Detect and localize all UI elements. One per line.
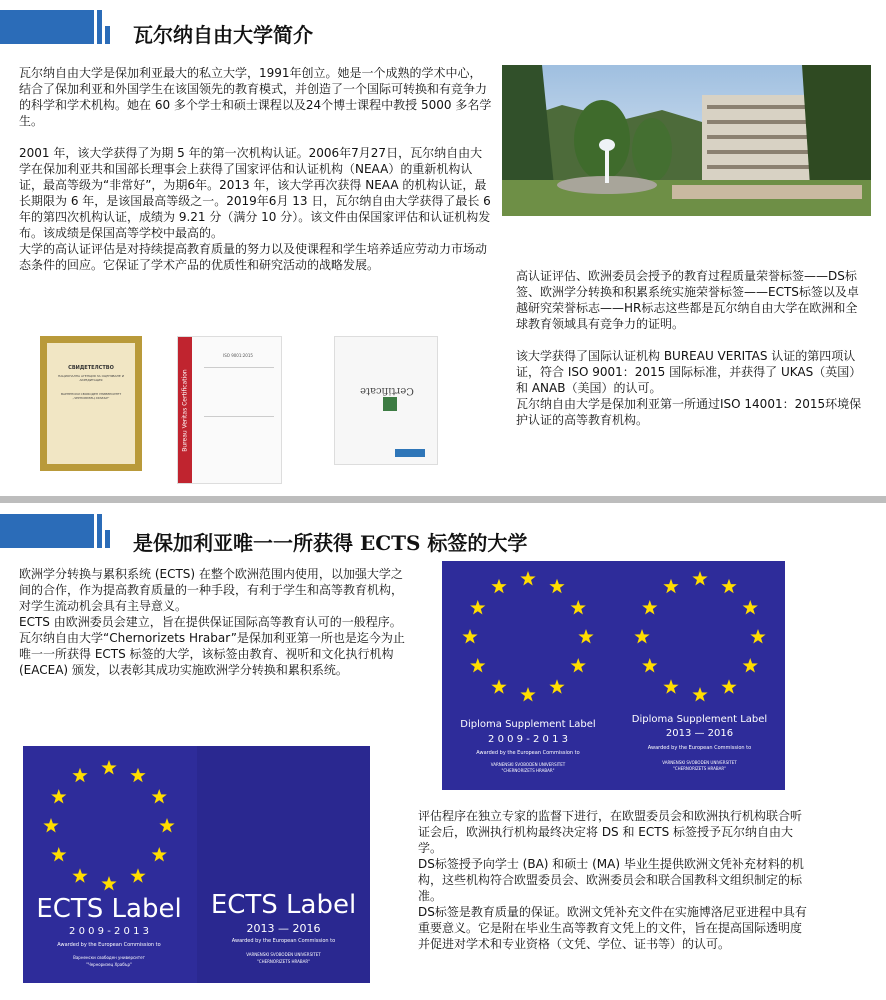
ects-label-image: [23, 746, 370, 983]
ects-left-years: 2 0 0 9 - 2 0 1 3: [69, 926, 149, 937]
eu-star: [470, 658, 485, 672]
eu-star: [571, 658, 586, 672]
cert-subheading: НАЦИОНАЛНА АГЕНЦИЯ ЗА ОЦЕНЯВАНЕ И АКРЕДИТАЦИЯ: [57, 374, 125, 382]
eu-star: [549, 679, 564, 693]
eu-star: [491, 679, 506, 693]
intro-text-right: [516, 268, 862, 428]
eu-star: [43, 818, 58, 832]
eu-star: [72, 768, 87, 782]
ds-right-awarded: Awarded by the European Commission to: [647, 745, 752, 751]
accent-bar-short: [105, 26, 110, 44]
eu-star: [642, 600, 657, 614]
campus-photo: [502, 65, 871, 216]
eu-star: [159, 818, 174, 832]
paragraph: 评估程序在独立专家的监督下进行，在欧盟委员会和欧洲执行机构联合听证会后，欧洲执行机构最终决定将 DS 和 ECTS 标签授予瓦尔纳自由大学。: [418, 809, 803, 855]
accent-bar-short: [105, 530, 110, 548]
eu-star: [152, 847, 167, 861]
accent-bar: [0, 514, 94, 548]
slide-ects-label: [0, 503, 886, 1000]
cert-logo: [395, 449, 425, 457]
slide-title: 是保加利亚唯一一所获得 ECTS 标签的大学: [133, 531, 528, 555]
eu-star: [571, 600, 586, 614]
accent-bar: [0, 10, 94, 44]
paragraph: DS标签授予向学士 (BA) 和硕士 (MA) 毕业生提供欧洲文凭补充材料的机构，这些机构符合欧盟委员会、欧洲委员会和联合国教科文组织制定的标准。: [418, 857, 804, 903]
slide-title: 瓦尔纳自由大学简介: [133, 23, 313, 47]
ects-left-university: Варненски свободен университет: [73, 955, 145, 960]
ects-right-university: VARNENSKI SVOBODEN UNIVERSITET: [246, 952, 321, 957]
bureau-veritas-side-text: Bureau Veritas Certification: [181, 369, 189, 452]
eu-star: [663, 679, 678, 693]
eu-star: [642, 658, 657, 672]
paragraph: 瓦尔纳自由大学“Chernorizets Hrabar”是保加利亚第一所也是迄今为止唯一一所获得 ECTS 标签的大学，该标签由教育、视听和文化执行机构 (EACEA) 颁发，以表彰其成功实施欧洲学分转换和累积系统。: [19, 631, 405, 677]
eu-star: [462, 629, 477, 643]
eu-star: [491, 579, 506, 593]
accent-bar-thin: [97, 514, 102, 548]
eu-star: [470, 600, 485, 614]
paragraph: 高认证评估、欧洲委员会授予的教育过程质量荣誉标签——DS标签、欧洲学分转换和积累系统实施荣誉标签——ECTS标签以及卓越研究荣誉标志——HR标志这些都是瓦尔纳自由大学在欧洲和全球教育领域具有竞争力的证明。: [516, 269, 859, 331]
paragraph: ECTS 由欧洲委员会建立，旨在提供保证国际高等教育认可的一般程序。: [19, 615, 402, 629]
bureau-veritas-certificate: [177, 336, 282, 484]
ects-left-university-2: "Черноризец Храбър": [86, 962, 132, 967]
ds-right-title: Diploma Supplement Label: [631, 714, 768, 725]
ects-text-right: [418, 808, 808, 952]
paragraph: 该大学获得了国际认证机构 BUREAU VERITAS 认证的第四项认证，符合 ISO 9001：2015 国际标准，并获得了 UKAS（英国）和 ANAB（美国）的认可。: [516, 349, 862, 395]
paragraph: 大学的高认证评估是对持续提高教育质量的努力以及使课程和学生培养适应劳动力市场动态条件的回应。它保证了学术产品的优质性和研究活动的战略发展。: [19, 242, 488, 272]
ds-left-title: Diploma Supplement Label: [460, 719, 596, 730]
ds-label-image: [442, 561, 785, 790]
eu-star: [520, 571, 535, 585]
ects-left-title: ECTS Label: [36, 894, 182, 924]
ects-right-years: 2013 — 2016: [246, 922, 321, 935]
eu-star: [692, 571, 707, 585]
eu-star: [51, 789, 66, 803]
paragraph-gap: [19, 129, 493, 145]
eu-star: [130, 868, 145, 882]
paragraph: 瓦尔纳自由大学是保加利亚第一所通过ISO 14001：2015环境保护认证的高等教育机构。: [516, 397, 862, 427]
eu-star: [72, 868, 87, 882]
eu-star: [520, 687, 535, 701]
eu-star: [750, 629, 765, 643]
ects-right-title: ECTS Label: [210, 890, 357, 920]
eu-star: [130, 768, 145, 782]
accent-bar-thin: [97, 10, 102, 44]
ects-text-left: [19, 566, 405, 678]
intro-text-left: [19, 65, 493, 273]
eu-star: [721, 579, 736, 593]
cert-heading: СВИДЕТЕЛСТВО: [68, 365, 114, 371]
eu-star: [634, 629, 649, 643]
ds-left-university: VARNENSKI SVOBODEN UNIVERSITET: [490, 762, 566, 767]
eu-star: [152, 789, 167, 803]
cert-seal: [383, 397, 397, 411]
paragraph: DS标签是教育质量的保证。欧洲文凭补充文件在实施博洛尼亚进程中具有重要意义。它是附在毕业生高等教育文凭上的文件，旨在提高国际透明度并促进对学术和专业资格（文凭、学位、证书等）的认可。: [418, 905, 807, 951]
eu-star: [578, 629, 593, 643]
iso-certificate: [334, 336, 438, 465]
ds-left-awarded: Awarded by the European Commission to: [476, 750, 580, 756]
eu-star: [692, 687, 707, 701]
paragraph: 2001 年，该大学获得了为期 5 年的第一次机构认证。2006年7月27日，瓦尔纳自由大学在保加利亚共和国部长理事会上获得了国家评估和认证机构（NEAA）的重新机构认证，最高等级为“非常好”，为期6年。2013 年，该大学再次获得 NEAA 的机构认证，最长期限为 6 年，是该国最高等级之一。2019年6月 13 日，瓦尔纳自由大学获得了最长 6 年的第四次机构认证，成绩为 9.21 分（满分 10 分）。该文件由保国家评估和认证机构发布。该成绩是保国高等学校中最高的。: [19, 146, 491, 240]
paragraph-gap: [516, 332, 862, 348]
paragraph: 欧洲学分转换与累积系统 (ECTS) 在整个欧洲范围内使用，以加强大学之间的合作，作为提高教育质量的一种手段，有利于学生和高等教育机构，对学生流动机会具有主导意义。: [19, 567, 404, 613]
cert-code: ISO 9001:2015: [223, 353, 253, 358]
neaa-certificate: [40, 336, 142, 471]
ds-right-university: VARNENSKI SVOBODEN UNIVERSITET: [662, 760, 737, 765]
ects-right-university-2: "CHERNORIZETS HRABAR": [256, 959, 311, 964]
eu-star: [101, 760, 116, 774]
eu-star: [101, 876, 116, 890]
eu-star: [743, 658, 758, 672]
ds-right-years: 2013 — 2016: [665, 728, 734, 739]
slide-university-intro: [0, 0, 886, 496]
ects-right-awarded: Awarded by the European Commission to: [231, 938, 336, 944]
ds-right-university-2: "CHERNORIZETS HRABAR": [672, 766, 727, 771]
cert-heading: Certificate: [360, 385, 414, 396]
cert-body: ВАРНЕНСКИ СВОБОДЕН УНИВЕРСИТЕТ „ЧЕРНОРИЗЕЦ ХРАБЪР“: [60, 392, 122, 400]
ds-left-years: 2 0 0 9 - 2 0 1 3: [488, 734, 568, 745]
eu-star: [549, 579, 564, 593]
eu-star: [51, 847, 66, 861]
paragraph: 瓦尔纳自由大学是保加利亚最大的私立大学，1991年创立。她是一个成熟的学术中心，结合了保加利亚和外国学生在该国领先的教育模式，并创造了一个国际可转换和有竞争力的科学和学术机构。她在 60 多个学士和硕士课程以及24个博士课程中教授 5000 多名学生。: [19, 66, 492, 128]
ects-left-awarded: Awarded by the European Commission to: [57, 942, 161, 948]
eu-star: [663, 579, 678, 593]
ds-left-university-2: "CHERNORIZETS HRABAR": [501, 768, 555, 773]
eu-star: [743, 600, 758, 614]
eu-star: [721, 679, 736, 693]
